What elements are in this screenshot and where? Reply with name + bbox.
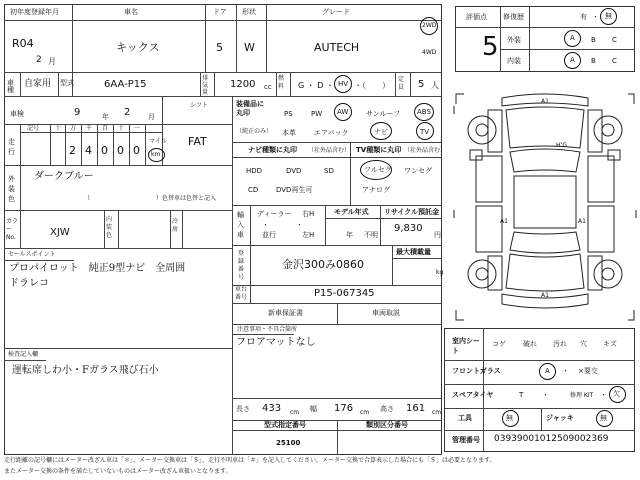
- room-sheet-option: 穴: [580, 340, 587, 348]
- model-code-label: 型式: [60, 79, 74, 87]
- room-sheet-option: 汚れ: [553, 340, 567, 348]
- shift-label: シフト: [190, 102, 209, 109]
- fuel-options: G ・ D ・: [298, 81, 334, 90]
- mile-label: マイル: [149, 138, 167, 145]
- model-year-label: モデル年式: [334, 208, 369, 216]
- max-load-unit: kg: [436, 269, 444, 276]
- import-dealer: ディーラー: [257, 210, 292, 218]
- spare-dot: ・: [542, 391, 549, 399]
- import-left: 左H: [302, 231, 315, 239]
- mileage-sub-label: 記号: [27, 125, 40, 132]
- jack-label: ジャッキ: [546, 414, 574, 422]
- length-unit: cm: [290, 409, 300, 416]
- front-glass-replace: ×要交: [578, 367, 598, 375]
- equip-navi: ナビ: [374, 128, 388, 136]
- exterior-grade-b: B: [591, 36, 596, 44]
- damage-mark-rear: A1: [541, 292, 549, 299]
- equip-leather: 本革: [282, 129, 296, 137]
- grade-label: グレード: [322, 8, 350, 16]
- equip-abs: ABS: [417, 108, 431, 116]
- km-label: km: [151, 151, 161, 158]
- sales-point-label: セールスポイント: [8, 251, 56, 258]
- length-value: 433: [262, 403, 282, 414]
- notes-label: 注意事項・不具合箇所: [237, 326, 298, 333]
- reg-year-label: 初年度登録年月: [10, 8, 59, 16]
- height-value: 161: [406, 403, 426, 414]
- car-type-label: 車種: [7, 79, 14, 94]
- inspection-year-unit: 年: [102, 113, 109, 121]
- mgmt-label: 管理番号: [452, 436, 480, 444]
- inspection-year: 9: [74, 107, 81, 118]
- exterior-grade-label: 外装: [507, 36, 521, 44]
- chassis-value: P15-067345: [314, 288, 375, 299]
- tv-fullseg: フルセグ: [364, 166, 392, 174]
- navi-dvd: DVD: [286, 167, 302, 175]
- spare-dot2: ・: [600, 391, 607, 399]
- fuel-other: ・（ ）: [354, 81, 390, 90]
- room-sheet-option: 破れ: [523, 340, 537, 348]
- spare-t: T: [519, 391, 524, 399]
- cc-unit: cc: [264, 83, 272, 91]
- capacity-unit: 人: [431, 81, 439, 90]
- digit-header: 十: [118, 125, 125, 132]
- car-condition-diagram: [452, 84, 638, 324]
- capacity: 5: [418, 79, 425, 90]
- mileage-digit: 0: [101, 144, 108, 157]
- navi-title: ナビ種類に丸印: [248, 146, 297, 154]
- fuel-label: 燃料: [278, 75, 285, 90]
- equip-aw: AW: [337, 108, 349, 116]
- front-glass-sep: ・: [562, 367, 569, 375]
- equipment-label: 装備品に丸印: [236, 100, 264, 117]
- repair-dot: ・: [592, 13, 599, 21]
- shift-value: FAT: [188, 135, 207, 148]
- import-parallel: 並行: [262, 231, 276, 239]
- model-code: 6AA-P15: [104, 79, 147, 90]
- import-right: 右H: [302, 210, 315, 218]
- color-no: XJW: [50, 227, 70, 238]
- interior-grade-label: 内装: [507, 57, 521, 65]
- sales-point-line2: ドラレコ: [9, 278, 49, 289]
- navi-hdd: HDD: [246, 167, 263, 175]
- import-label: 輸入車: [237, 211, 244, 239]
- front-glass-selected: A: [545, 367, 550, 375]
- height-unit: cm: [432, 409, 442, 416]
- repair-no: 無: [605, 12, 612, 20]
- mileage-label: 走行: [8, 138, 15, 156]
- score-label: 評価点: [466, 13, 487, 21]
- plate-value: 金沢300み0860: [282, 258, 364, 271]
- digit-header: 万: [70, 125, 77, 132]
- recycle-value: 9,830: [394, 223, 423, 234]
- width-value: 176: [334, 403, 354, 414]
- inspection-label: 車検: [10, 110, 24, 118]
- navi-sd: SD: [324, 167, 334, 175]
- fuel-selected: HV: [338, 80, 349, 88]
- digit-header: 千: [86, 125, 93, 132]
- inspector-label: 検査記入欄: [8, 351, 39, 358]
- reg-year: R04: [12, 37, 34, 50]
- color-no-label: カラーNo.: [6, 218, 19, 241]
- mileage-digit: 2: [69, 144, 76, 157]
- height-label: 高さ: [380, 405, 394, 413]
- navi-dvd-play: DVD再生可: [276, 186, 313, 194]
- reg-month-unit: 月: [48, 57, 56, 66]
- displacement: 1200: [230, 79, 256, 90]
- doors-value: 5: [216, 41, 223, 54]
- interior-grade-a: A: [570, 56, 575, 64]
- tv-analog: アナログ: [362, 186, 390, 194]
- score-value: 5: [482, 32, 499, 62]
- tv-title: TV種類に丸印: [356, 146, 402, 154]
- exterior-color: ダークブルー: [34, 171, 94, 182]
- recycle-unit: 円: [434, 231, 441, 239]
- damage-mark-right: A1: [578, 218, 586, 225]
- chassis-label: 車台番号: [235, 286, 248, 301]
- digit-header: 一: [134, 125, 141, 132]
- room-sheet-option: キズ: [603, 340, 617, 348]
- tools-label: 工具: [458, 414, 472, 422]
- navi-title-note: （社外品含む）: [308, 147, 351, 154]
- length-label: 長さ: [236, 405, 250, 413]
- equip-tv: TV: [420, 128, 430, 136]
- import-left-dot: ・: [296, 221, 303, 229]
- car-type: 自家用: [24, 79, 52, 89]
- exterior-label: 外装色: [8, 175, 15, 203]
- displacement-label: 排気量: [202, 75, 209, 96]
- spare-tire-label: スペアタイヤ: [452, 391, 494, 399]
- mileage-digit: 4: [85, 144, 92, 157]
- damage-mark-left: A1: [500, 218, 508, 225]
- model-label: 車名: [124, 8, 138, 16]
- equip-airbag: エアバック: [314, 129, 349, 137]
- navi-cd: CD: [248, 186, 259, 194]
- tv-oneseg: ワンセグ: [404, 167, 432, 175]
- repair-label: 修復歴: [503, 13, 524, 21]
- footer-line1: 走行距離の記号欄にはメーター改ざん車は「＊」、メーター交換車は「＄」、走行不明車は「＃」を記入してください。メーター交換で合算表示した場合にも「＄」は必要となります。: [4, 457, 496, 464]
- exterior-grade-a: A: [570, 34, 575, 42]
- equip-pw: PW: [311, 110, 323, 118]
- digit-header: 百: [102, 125, 109, 132]
- repair-yes: 有: [580, 13, 587, 21]
- room-sheet-label: 室内シート: [452, 337, 480, 355]
- sales-point-line1: プロパイロット 純正9型ナビ 全周囲: [9, 263, 186, 274]
- jack-value: 無: [600, 414, 607, 422]
- inspection-month: 2: [124, 107, 131, 118]
- vehicle-manual: 車両取説: [372, 309, 400, 317]
- class-number-label: 類別区分番号: [366, 421, 408, 429]
- doors-label: ドア: [213, 8, 227, 16]
- shape-value: W: [244, 41, 255, 54]
- model-year-unknown: 不明: [364, 231, 378, 239]
- drive-4wd: 4WD: [422, 49, 437, 56]
- type-designation-label: 型式指定番号: [264, 421, 306, 429]
- drive-2wd: 2WD: [422, 22, 437, 29]
- digit-header: 十: [55, 125, 62, 132]
- damage-mark-hood: H’G: [556, 142, 568, 149]
- interior-grade-c: C: [612, 57, 617, 65]
- tools-value: 無: [506, 414, 513, 422]
- new-car-warranty: 新車保証書: [268, 309, 303, 317]
- max-load-label: 最大積載量: [396, 248, 431, 256]
- capacity-label: 定員: [398, 76, 405, 91]
- cooling-label: 冷房: [172, 218, 179, 233]
- tv-title-note: （社外品含む）: [404, 147, 447, 154]
- width-label: 幅: [310, 405, 317, 413]
- grade-value: AUTECH: [314, 41, 360, 54]
- model-year-unit: 年: [346, 231, 353, 239]
- equip-sunroof: サンルーフ: [366, 110, 401, 118]
- reg-month: 2: [36, 55, 42, 65]
- damage-mark-front: A1: [541, 98, 549, 105]
- footer-line2: またメーター交換の条件を満たしていないものはメーター改ざん車扱いとなります。: [4, 468, 232, 475]
- interior-grade-b: B: [591, 57, 596, 65]
- type-designation-value: 25100: [276, 439, 301, 447]
- equipment-sub: （純正のみ）: [236, 128, 273, 135]
- spare-kit: 修理 KIT: [570, 392, 594, 399]
- import-right-dot: ・: [262, 221, 269, 229]
- exterior-note: （ ）色替車は色替と記入: [84, 195, 217, 202]
- room-sheet-option: コゲ: [492, 340, 506, 348]
- model-name: キックス: [116, 41, 160, 54]
- mileage-digit: 0: [117, 144, 124, 157]
- inspection-month-unit: 月: [148, 113, 155, 121]
- recycle-label: リサイクル預託金: [384, 208, 440, 216]
- front-glass-label: フロントガラス: [452, 367, 501, 375]
- mgmt-value: 0393900101250900236​9: [494, 434, 609, 444]
- exterior-grade-c: C: [612, 36, 617, 44]
- notes-text: フロアマットなし: [236, 337, 316, 348]
- width-unit: cm: [360, 409, 370, 416]
- plate-label: 登録番号: [238, 250, 245, 281]
- shape-label: 形状: [242, 8, 256, 16]
- inspector-text: 運転席しわ小・Fガラス飛び石小: [12, 365, 159, 376]
- equip-ps: PS: [284, 110, 293, 118]
- interior-color-label: 内装色: [106, 216, 113, 239]
- spare-none: 欠: [613, 390, 620, 398]
- mileage-digit: 0: [133, 144, 140, 157]
